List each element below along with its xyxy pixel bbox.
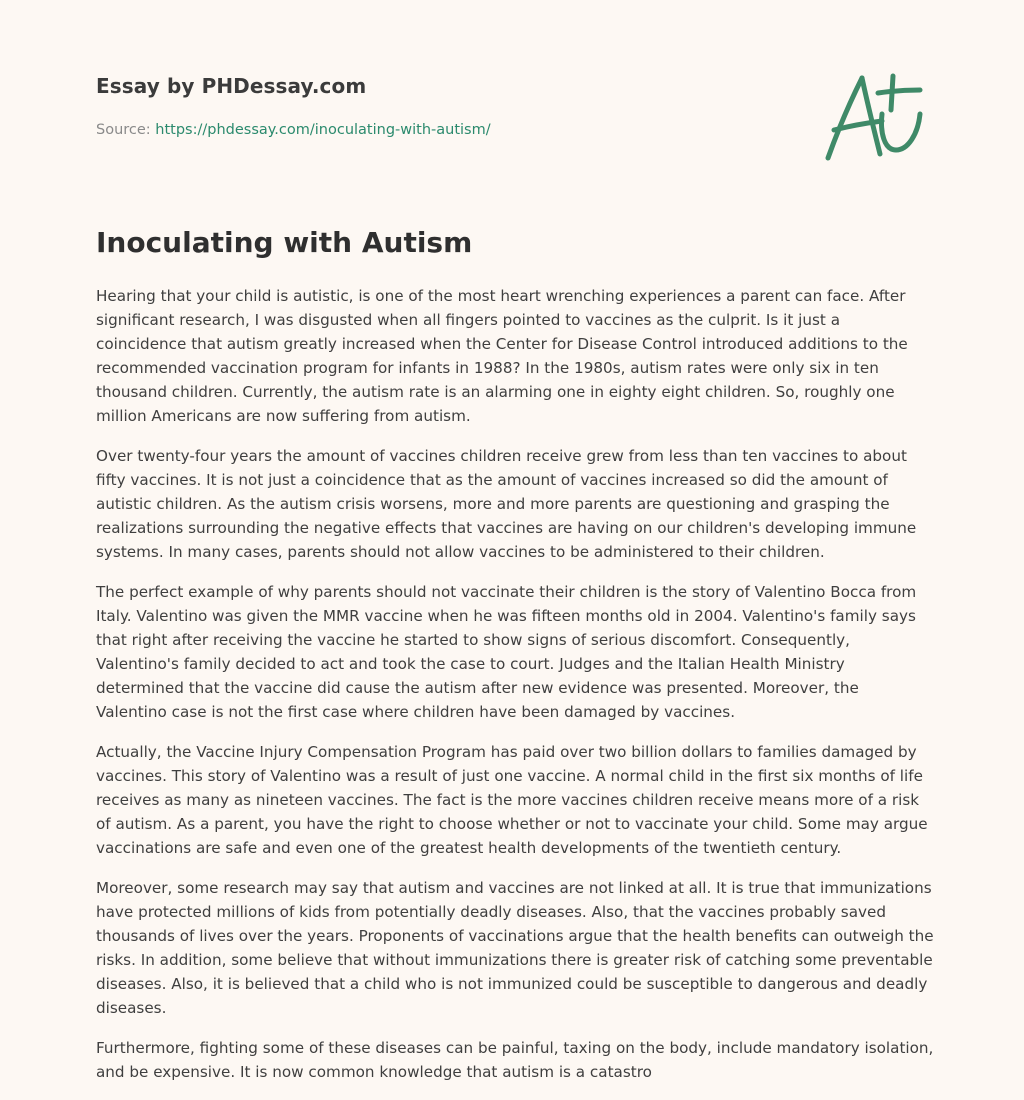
essay-paragraph: Moreover, some research may say that autism and vaccines are not linked at all. It is true that immunizations have protected millions of kids from potentially deadly diseases. Also, that the vaccines probably saved thousands of lives over the years. Proponents of vaccinations argue that the health benefits can outweigh the risks. In addition, some believe that without immunizations there is greater risk of catching some preventable diseases. Also, it is believed that a child who is not immunized could be susceptible to dangerous and deadly diseases. [96,879,934,1017]
site-header [96,74,716,138]
essay-paragraph: Hearing that your child is autistic, is one of the most heart wrenching experiences a parent can face. After significant research, I was disgusted when all fingers pointed to vaccines as the culprit. Is it just a coincidence that autism greatly increased when the Center for Disease Control introduced additions to the recommended vaccination program for infants in 1988? In the 1980s, autism rates were only six in ten thousand children. Currently, the autism rate is an alarming one in eighty eight children. So, roughly one million Americans are now suffering from autism. [96,287,908,425]
essay-body [96,284,934,1100]
source-line [96,122,716,138]
essay-paragraph: Over twenty-four years the amount of vaccines children receive grew from less than ten vaccines to about fifty vaccines. It is not just a coincidence that as the amount of vaccines increased so did the amount of autistic children. As the autism crisis worsens, more and more parents are questioning and grasping the realizations surrounding the negative effects that vaccines are having on our children's developing immune systems. In many cases, parents should not allow vaccines to be administered to their children. [96,447,917,561]
essay-paragraph: Furthermore, fighting some of these diseases can be painful, taxing on the body, include mandatory isolation, and be expensive. It is now common knowledge that autism is a catastro [96,1039,934,1081]
site-title: Essay by PHDessay.com [96,74,367,98]
source-label: Source: [96,122,151,138]
a-plus-grade-logo-icon [820,66,930,166]
essay-title: Inoculating with Autism [96,226,473,259]
essay-paragraph: The perfect example of why parents should not vaccinate their children is the story of Valentino Bocca from Italy. Valentino was given the MMR vaccine when he was fifteen months old in 2004. Valentino's family says that right after receiving the vaccine he started to show signs of serious discomfort. Consequently, Valentino's family decided to act and took the case to court. Judges and the Italian Health Ministry determined that the vaccine did cause the autism after new evidence was presented. Moreover, the Valentino case is not the first case where children have been damaged by vaccines. [96,583,917,721]
essay-paragraph: Actually, the Vaccine Injury Compensation Program has paid over two billion dollars to families damaged by vaccines. This story of Valentino was a result of just one vaccine. A normal child in the first six months of life receives as many as nineteen vaccines. The fact is the more vaccines children receive means more of a risk of autism. As a parent, you have the right to choose whether or not to vaccinate your child. Some may argue vaccinations are safe and even one of the greatest health developments of the twentieth century. [96,743,928,857]
source-link[interactable]: https://phdessay.com/inoculating-with-autism/ [155,122,491,138]
